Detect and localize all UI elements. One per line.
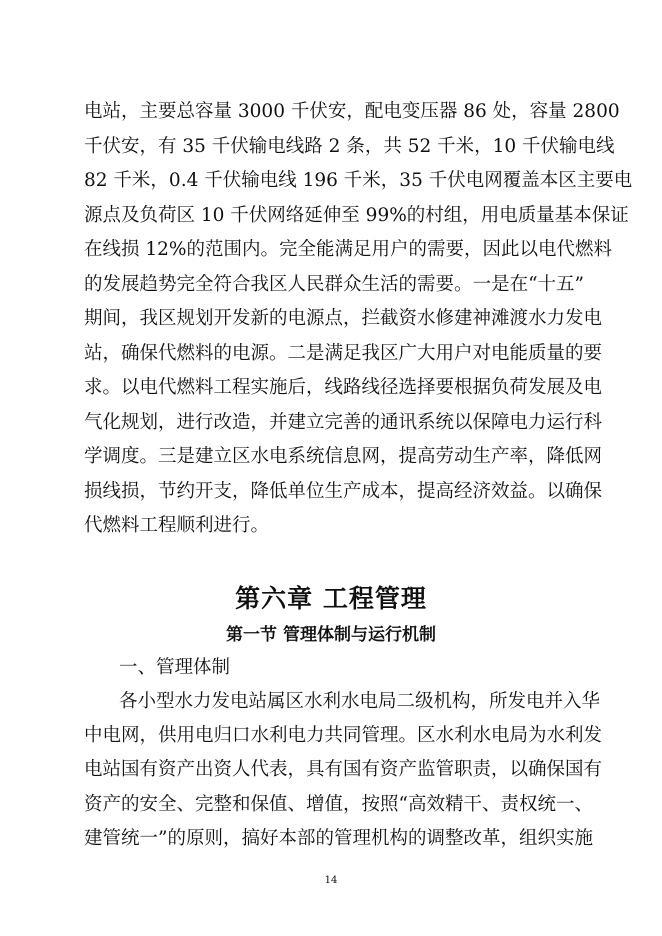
paragraph-1-line-12: 损线损，节约开支，降低单位生产成本，提高经济效益。以确保 <box>84 481 603 502</box>
paragraph-2-line-2: 中电网，供用电归口水利电力共同管理。区水利水电局为水利发 <box>84 725 603 746</box>
page-number: 14 <box>324 875 338 886</box>
paragraph-2-line-5: 建管统一”的原则，搞好本部的管理机构的调整改革，组织实施 <box>84 828 593 849</box>
paragraph-2-line-4: 资产的安全、完整和保值、增值，按照“高效精干、责权统一、 <box>84 794 593 815</box>
paragraph-1-line-11: 学调度。三是建立区水电系统信息网，提高劳动生产率，降低网 <box>84 446 603 467</box>
paragraph-1-line-2: 千伏安，有 35 千伏输电线路 2 条，共 52 千米，10 千伏输电线 <box>84 136 615 157</box>
paragraph-1-line-7: 期间，我区规划开发新的电源点，拦截资水修建神滩渡水力发电 <box>84 308 603 329</box>
paragraph-2-line-3: 电站国有资产出资人代表，具有国有资产监管职责，以确保国有 <box>84 759 603 780</box>
chapter-title: 第六章 工程管理 <box>235 584 427 613</box>
paragraph-1-line-5: 在线损 12%的范围内。完全能满足用户的需要，因此以电代燃料 <box>84 239 613 260</box>
sub-heading: 一、管理体制 <box>119 657 231 678</box>
paragraph-1-line-6: 的发展趋势完全符合我区人民群众生活的需要。一是在“十五” <box>84 274 584 295</box>
paragraph-1-line-3: 82 千米，0.4 千伏输电线 196 千米，35 千伏电网覆盖本区主要电 <box>84 170 633 191</box>
paragraph-1-line-4: 源点及负荷区 10 千伏网络延伸至 99%的村组，用电质量基本保证 <box>84 205 629 226</box>
paragraph-2-line-1: 各小型水力发电站属区水利水电局二级机构，所发电并入华 <box>119 691 601 712</box>
paragraph-1-line-10: 气化规划，进行改造，并建立完善的通讯系统以保障电力运行科 <box>84 412 603 433</box>
paragraph-1-line-9: 求。以电代燃料工程实施后，线路线径选择要根据负荷发展及电 <box>84 377 603 398</box>
paragraph-1-line-13: 代燃料工程顺利进行。 <box>84 515 270 536</box>
paragraph-1-line-8: 站，确保代燃料的电源。二是满足我区广大用户对电能质量的要 <box>84 343 603 364</box>
paragraph-1-line-1: 电站，主要总容量 3000 千伏安，配电变压器 86 处，容量 2800 <box>84 101 620 122</box>
section-title: 第一节 管理体制与运行机制 <box>226 625 436 645</box>
